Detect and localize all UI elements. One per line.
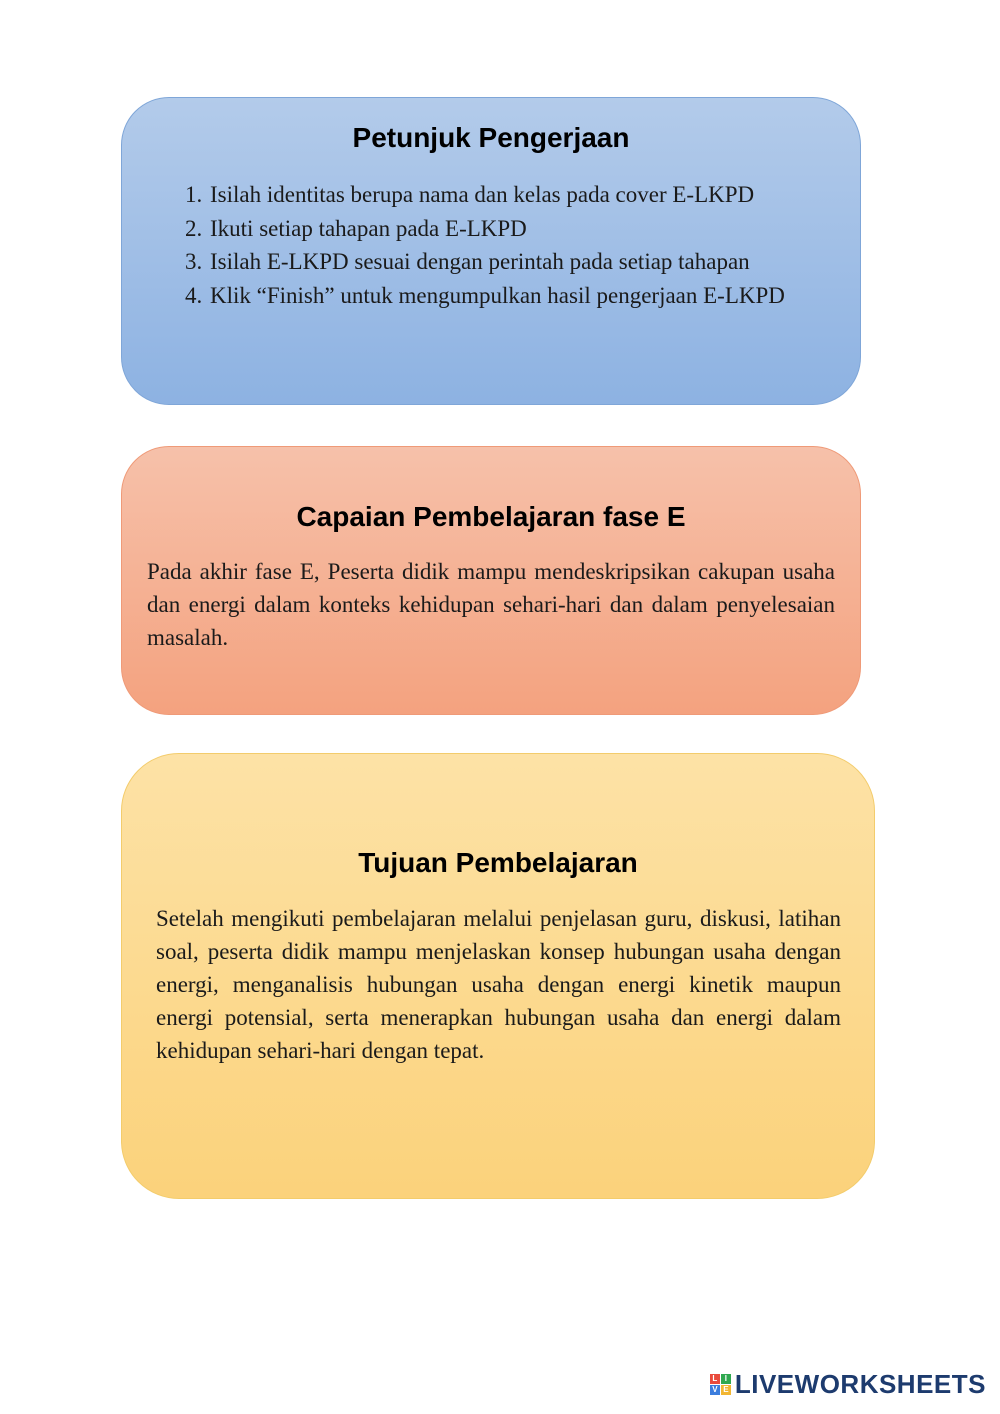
instructions-card [121, 97, 861, 405]
liveworksheets-watermark [710, 1369, 986, 1400]
learning-outcomes-text: Pada akhir fase E, Peserta didik mampu mendeskripsikan cakupan usaha dan energi dalam konteks kehidupan sehari-hari dan dalam penyelesaian masalah. [147, 559, 835, 650]
instructions-list [174, 178, 834, 312]
instruction-step: 4. Klik “Finish” untuk mengumpulkan hasil pengerjaan E-LKPD [208, 279, 834, 313]
learning-outcomes-title: Capaian Pembelajaran fase E [296, 501, 686, 532]
learning-objectives-card [121, 753, 875, 1199]
learning-outcomes-card [121, 446, 861, 715]
instruction-step: 2. Ikuti setiap tahapan pada E-LKPD [208, 212, 834, 246]
instructions-title: Petunjuk Pengerjaan [352, 122, 630, 153]
learning-objectives-text: Setelah mengikuti pembelajaran melalui penjelasan guru, diskusi, latihan soal, peserta didik mampu menjelaskan konsep hubungan usaha dengan energi, menganalisis hubungan usaha dengan energi kinetik maupun energi potensial, serta menerapkan hubungan usaha dan energi dalam kehidupan sehari-hari dengan tepat. [156, 906, 841, 1063]
instruction-step: 1. Isilah identitas berupa nama dan kelas pada cover E-LKPD [208, 178, 834, 212]
liveworksheets-wordmark: LIVEWORKSHEETS [734, 1369, 986, 1399]
liveworksheets-logo-icon: L I V E [710, 1374, 731, 1395]
learning-objectives-title: Tujuan Pembelajaran [358, 847, 638, 878]
instruction-step: 3. Isilah E-LKPD sesuai dengan perintah pada setiap tahapan [208, 245, 834, 279]
